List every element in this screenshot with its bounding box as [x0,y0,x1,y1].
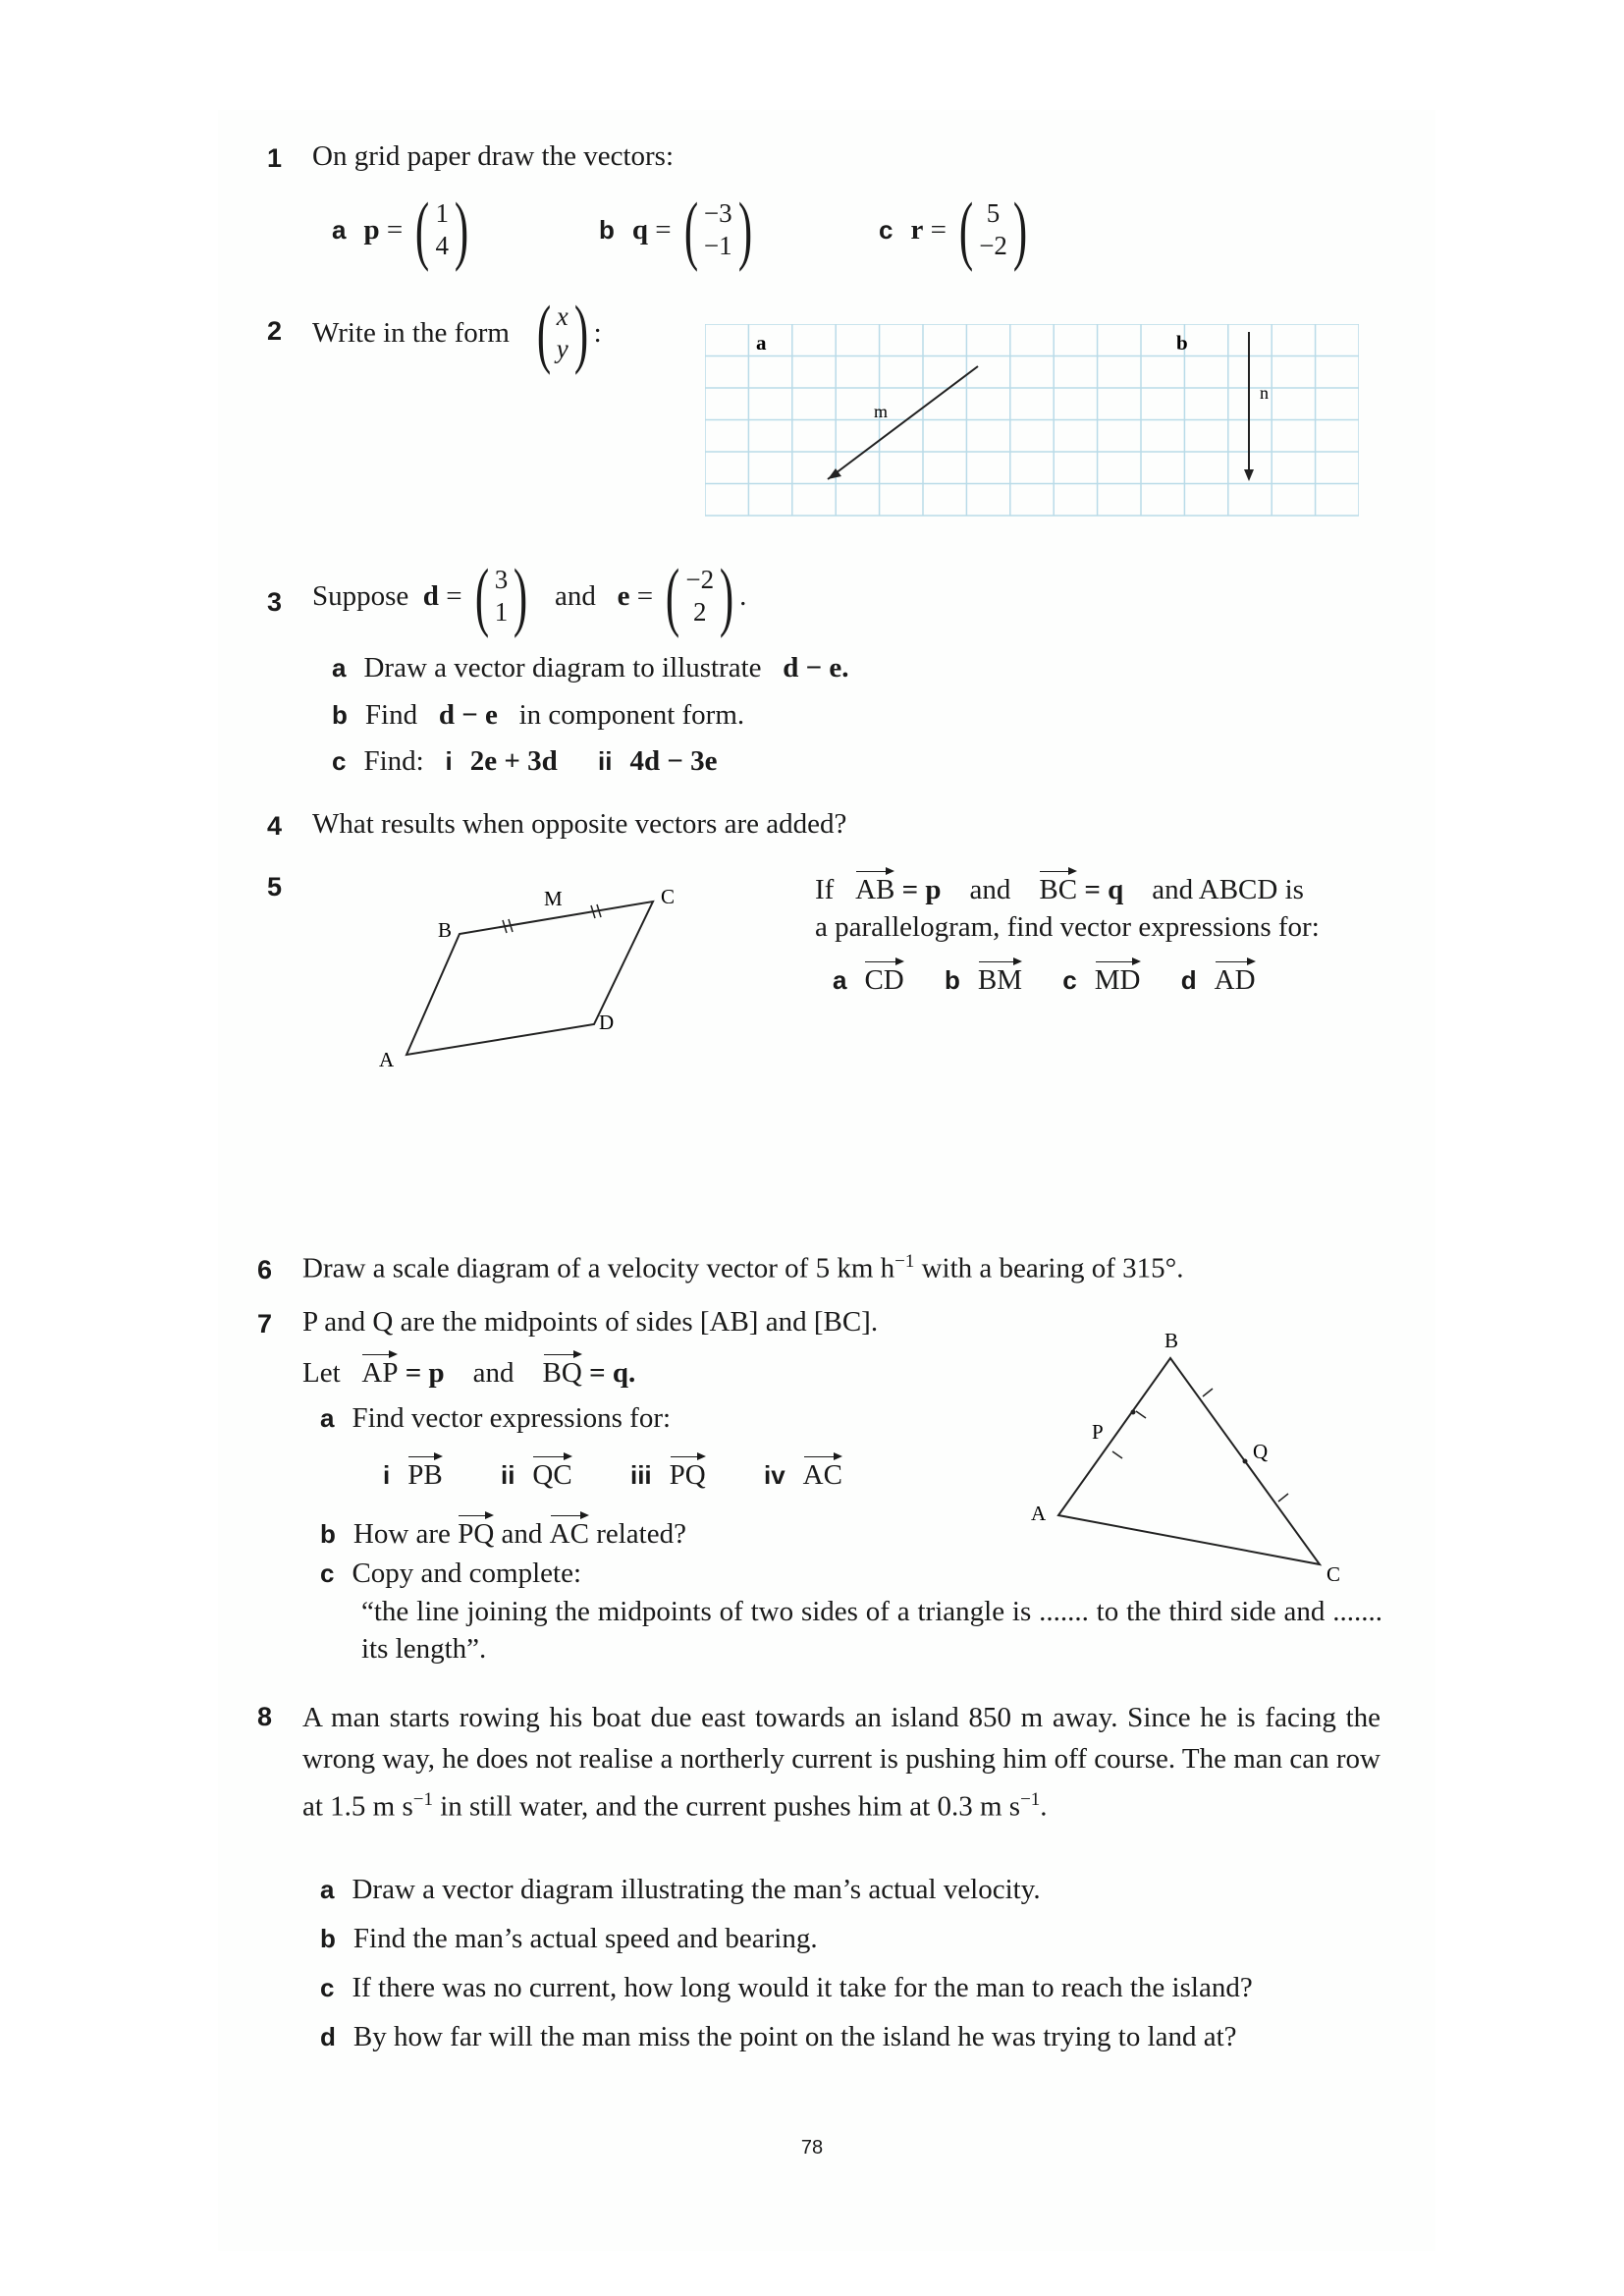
q5-text-line2: a parallelogram, find vector expressions for: [815,911,1320,943]
part-label: b [320,1924,336,1953]
q3-part-a [332,652,849,684]
part-vector: AD [1215,958,1256,997]
vertex-b: B [438,918,453,942]
part-vector: MD [1095,958,1141,997]
vertex-a: A [1031,1502,1047,1525]
vertex-a: A [379,1048,395,1071]
q7-line2 [302,1351,635,1390]
q5-parts [833,958,1256,997]
and-text: and [555,579,596,612]
q7-line1: P and Q are the midpoints of sides [AB] and [BC]. [302,1306,879,1338]
subpart-label: iii [629,1460,652,1490]
part-vector: BM [978,958,1022,997]
q3-prompt: Suppose [312,579,409,612]
if-text: If [815,874,835,905]
triangle-abc [1058,1358,1320,1564]
q8-part-b [320,1923,818,1955]
subpart-label: ii [500,1460,515,1490]
q7-subparts [383,1453,842,1492]
q4-text: What results when opposite vectors are added? [312,808,847,840]
q6-prompt: Draw a scale diagram of a velocity vector of 5 km h [302,1252,895,1285]
vector-ab: AB [855,868,894,906]
q8-prompt-mid: in still water, and the current pushes him at 0.3 m s [433,1790,1021,1823]
q8-number: 8 [257,1702,273,1731]
vector-name: q [631,213,649,246]
q7-part-c [320,1558,581,1590]
q1-part-a: a p = ( 1 4 ) [332,191,474,268]
q8-part-c [320,1972,1253,2004]
subpart-label: iv [763,1460,785,1490]
and-text: and [501,1518,543,1550]
part-vector: CD [864,958,903,997]
vector-pq: PQ [458,1512,494,1551]
part-text: Copy and complete: [352,1558,582,1589]
part-text: Find [364,699,418,731]
part-label: a [332,214,347,245]
vector-name: r [910,213,924,246]
vector-name: p [363,213,380,246]
q3-part-b [332,699,744,732]
vertex-c: C [1326,1562,1341,1586]
vector-top: 3 [494,565,509,594]
equals-q: = q [1084,874,1124,905]
let-text: Let [302,1357,341,1389]
part-label: d [1180,965,1197,995]
part-text: Draw a vector diagram illustrating the man’s actual velocity. [352,1874,1041,1905]
q1-part-b: b q = ( −3 −1 ) [599,191,758,268]
vector-bottom: 2 [692,597,707,627]
grid-label-b: b [1176,331,1188,355]
equals-q: = q. [589,1357,636,1389]
part-text: If there was no current, how long would it take for the man to reach the island? [352,1972,1253,2003]
form-top: x [556,301,568,331]
q8-part-a [320,1874,1041,1906]
q7-triangle-figure [1021,1324,1355,1589]
vertex-d: D [599,1011,615,1034]
q7-part-a [320,1402,671,1435]
q2-number: 2 [267,316,283,346]
part-label: a [332,653,347,683]
form-vector: ( x y ) [536,290,588,375]
part-label: c [332,746,347,776]
vector-bq: BQ [543,1351,582,1390]
equals-p: = p [901,874,942,905]
q6-number: 6 [257,1255,273,1285]
part-label: b [945,965,960,995]
part-text: Find the man’s actual speed and bearing. [352,1923,818,1954]
q8-prompt: A man starts rowing his boat due east towards an island 850 m away. Since he is facing the wrong way, he does not realise a northerly current is pushing him off course. The man can row at 1.5 m s [302,1702,1380,1823]
vector-top: −2 [685,565,715,594]
vector-n-label: n [1260,383,1269,403]
q2-colon: : [593,316,602,349]
subpart-vector: AC [803,1453,842,1492]
q7-number: 7 [257,1309,273,1339]
q2-prompt: Write in the form [312,316,510,349]
q3-number: 3 [267,587,283,617]
vector-bottom: 1 [494,597,509,627]
page-number: 78 [800,2137,824,2159]
part-label: c [879,214,893,245]
vertex-p: P [1092,1420,1104,1444]
q1-number: 1 [267,143,283,173]
part-text-rest: in component form. [518,699,745,731]
q4-number: 4 [267,811,283,841]
vector-bottom: −1 [703,231,732,260]
q6-text [302,1251,1183,1285]
vector-m-line [828,366,978,479]
q5-parallelogram-figure [371,874,695,1080]
part-label: d [320,2022,336,2051]
part-expression: d − e [438,699,498,731]
vector-ap: AP [361,1351,398,1390]
q2-grid-figure [705,324,1359,520]
grid-label-a: a [756,331,767,355]
part-text: Find: [363,745,424,777]
vector-m-label: m [874,402,889,421]
vector-ac: AC [550,1512,589,1551]
part-label: c [320,1558,335,1588]
vector-bottom: −2 [979,231,1007,260]
q1-text: On grid paper draw the vectors: [312,140,675,172]
vector-d: ( 3 1 ) [474,553,528,638]
q2-text [312,290,602,375]
part-label: a [320,1403,335,1433]
subpart-label: i [383,1460,391,1490]
vector-n-arrowhead [1244,469,1254,481]
q3-text: Suppose d = ( 3 1 ) and e = ( −2 2 ) . [312,553,747,638]
q1-part-c: c r = ( 5 −2 ) [879,191,1033,268]
part-label: c [1062,965,1077,995]
part-text: By how far will the man miss the point on the island he was trying to land at? [352,2021,1237,2052]
and-text: and [969,874,1011,905]
part-expression: d − e. [783,652,849,683]
q5-text-line1 [815,868,1304,906]
part-text: How are [352,1518,451,1550]
subpart-vector: QC [532,1453,571,1492]
q7-part-b [320,1512,686,1551]
unit-exponent: −1 [894,1251,915,1272]
q8-prompt-end: . [1040,1790,1048,1823]
part-text: Draw a vector diagram to illustrate [363,652,762,683]
q6-prompt-rest: with a bearing of 315°. [914,1252,1184,1285]
vector-top: 1 [435,198,449,228]
q7-quote: “the line joining the midpoints of two sides of a triangle is ....... to the third side and ....... its length”. [361,1596,1382,1665]
vector-top: −3 [703,198,732,228]
vector-bc: BC [1039,868,1077,906]
q5-number: 5 [267,872,283,902]
q8-part-d [320,2021,1237,2053]
part-label: b [332,700,348,730]
vertex-c: C [661,885,676,908]
vertex-b: B [1164,1329,1179,1352]
end-dot: . [739,579,747,612]
part-text-rest: related? [596,1518,686,1550]
part-label: b [320,1519,336,1549]
unit-exponent: −1 [412,1789,433,1810]
part-label: b [599,214,615,245]
and-text: and [472,1357,514,1389]
and-abcd-text: and ABCD is [1152,874,1304,905]
vertex-m: M [544,887,563,910]
equals-p: = p [405,1357,445,1389]
part-label: a [320,1875,335,1904]
unit-exponent: −1 [1020,1789,1041,1810]
vector-e: ( −2 2 ) [666,553,734,638]
column-vector: ( −3 −1 ) [683,187,752,272]
subpart-label: ii [597,746,613,776]
subpart-expression: 4d − 3e [629,745,718,777]
vertex-q: Q [1253,1440,1269,1463]
vector-name-e: e [617,579,630,612]
subpart-vector: PB [407,1453,442,1492]
subpart-vector: PQ [670,1453,706,1492]
vector-bottom: 4 [435,231,449,260]
column-vector: ( 1 4 ) [415,187,469,272]
part-text: Find vector expressions for: [352,1402,672,1434]
column-vector: ( 5 −2 ) [959,187,1028,272]
subpart-label: i [445,746,453,776]
midpoint-p [1131,1410,1136,1415]
form-bottom: y [556,334,568,363]
midpoint-q [1243,1459,1248,1464]
q8-text [302,1697,1380,1828]
q3-part-c [332,745,717,778]
part-label: c [320,1973,335,2002]
part-label: a [833,965,847,995]
vector-top: 5 [986,198,1001,228]
subpart-expression: 2e + 3d [469,745,558,777]
vector-name-d: d [422,579,439,612]
